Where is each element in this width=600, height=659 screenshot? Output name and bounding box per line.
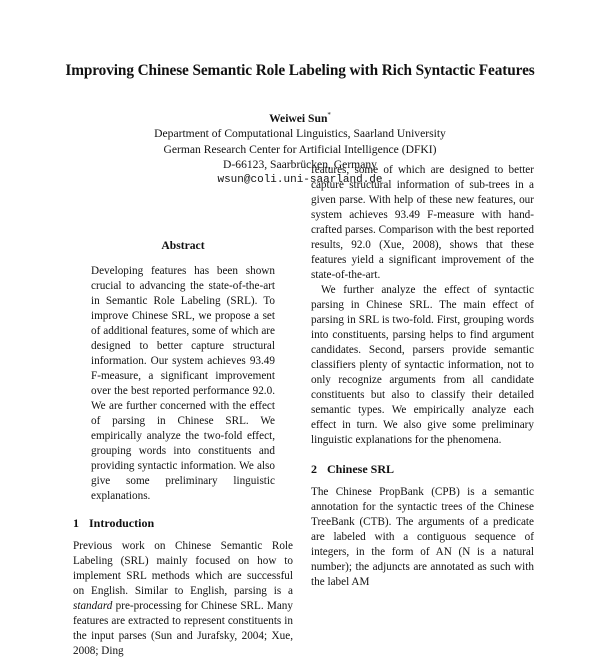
- author-affiliation-2: German Research Center for Artificial Intelligence (DFKI): [163, 142, 437, 156]
- intro-continuation: features, some of which are designed to better capture structural information of sub-trees in a given parse. With help of these new features, our system achieves 93.49 F-measure with hand-crafted parses. Comparison with the best reported results, 92.0 (Xue, 2008), shows that these features yield a significant improvement of the state-of-the-art.: [311, 164, 534, 281]
- section-2-text: The Chinese PropBank (CPB) is a semantic annotation for the syntactic trees of the Chinese TreeBank (CTB). The arguments of a predicate are labeled with a contiguous sequence of integers, in the form of AN (N is a natural number); the adjuncts are annotated as such with the label AM: [311, 486, 534, 588]
- section-1-text: [73, 539, 293, 659]
- author-name: Weiwei Sun: [269, 111, 328, 125]
- author-line: [0, 108, 600, 126]
- section-1-number: 1: [73, 516, 79, 530]
- abstract-heading: Abstract: [161, 239, 205, 252]
- section-2-title: Chinese SRL: [327, 462, 395, 476]
- abstract-text: Developing features has been shown crucial to advancing the state-of-the-art in Semantic Role Labeling (SRL). To improve Chinese SRL, we propose a set of additional features, some of which are designed to better capture structural information. Our system achieves 93.49 F-measure, a significant improvement over the best reported performance 92.0. We are further concerned with the effect of parsing in Chinese SRL. We empirically analyze the two-fold effect, grouping words into constituents and providing syntactic information. We also give some preliminary linguistic explanations.: [91, 265, 275, 502]
- right-column: [311, 163, 534, 590]
- section-1-heading: [73, 516, 293, 531]
- author-footnote-mark: *: [327, 111, 331, 119]
- left-column: [73, 238, 293, 659]
- section-1-text-part-2: pre-processing for Chinese SRL. Many features are extracted to represent constituents in the input parses (Sun and Jurafsky, 2004; Xue, 2008; Ding: [73, 600, 293, 657]
- author-email: wsun@coli.uni-saarland.de: [217, 173, 383, 186]
- author-address: D-66123, Saarbrücken, Germany: [223, 158, 377, 172]
- author-affiliation-1: Department of Computational Linguistics, Saarland University: [154, 127, 446, 141]
- paper-title: Improving Chinese Semantic Role Labeling with Rich Syntactic Features: [65, 62, 535, 79]
- section-2-heading: [311, 462, 534, 477]
- intro-paragraph-2: We further analyze the effect of syntactic parsing in Chinese SRL. The main effect of parsing in SRL is two-fold. First, grouping words into constituents, parsing helps to find argument candidates. Second, parsers provide semantic classifiers plenty of syntactic information, not to only recognize arguments from all candidate constituents but also to classify their detailed semantic types. We empirically analyze each effect in turn. We also give some preliminary linguistic explanations for the phenomena.: [311, 284, 534, 446]
- section-1-text-part-1: Previous work on Chinese Semantic Role Labeling (SRL) mainly focused on how to implement SRL methods which are successful on English. Similar to English, parsing is a: [73, 540, 293, 597]
- section-2-number: 2: [311, 462, 317, 476]
- section-1-title: Introduction: [89, 516, 155, 530]
- section-1-text-italic: standard: [73, 600, 113, 612]
